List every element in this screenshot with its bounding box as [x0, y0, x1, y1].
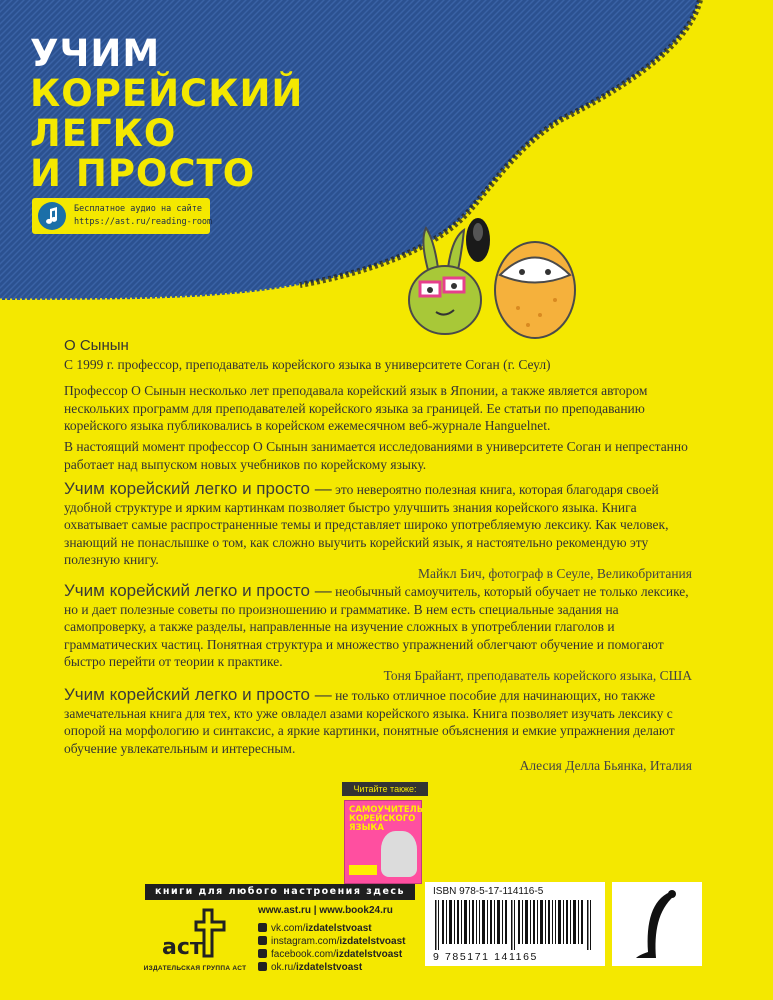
review-2-heading: Учим корейский легко и просто — [64, 581, 332, 600]
isbn: ISBN 978-5-17-114116-5 [433, 886, 544, 897]
title-line-2: КОРЕЙСКИЙ [30, 72, 304, 115]
vk-icon [258, 923, 267, 932]
social-instagram[interactable]: instagram.com/izdatelstvoast [258, 936, 406, 947]
audio-badge [32, 198, 213, 234]
review-3-heading: Учим корейский легко и просто — [64, 685, 332, 704]
title-line-3: ЛЕГКО [30, 112, 177, 155]
barcode-number: 9 785171 141165 [433, 951, 538, 963]
review-1-heading: Учим корейский легко и просто — [64, 479, 332, 498]
social-facebook[interactable]: facebook.com/izdatelstvoast [258, 949, 402, 960]
review-2-attribution: Тоня Брайант, преподаватель корейского языка, США [383, 668, 692, 683]
related-book-title: САМОУЧИТЕЛЬ КОРЕЙСКОГО ЯЗЫКА [349, 805, 424, 833]
title-line-1: УЧИМ [30, 32, 161, 75]
websites[interactable]: www.ast.ru | www.book24.ru [258, 905, 393, 916]
publisher-imprint-icon [612, 882, 702, 966]
also-read-label: Читайте также: [342, 782, 428, 796]
author-name: О Сынын [64, 337, 129, 354]
title-line-4: И ПРОСТО [30, 152, 256, 195]
barcode-block [425, 882, 605, 966]
audio-text: Бесплатное аудио на сайте [74, 204, 202, 214]
publisher-name: ИЗДАТЕЛЬСКАЯ ГРУППА АСТ [143, 965, 247, 972]
review-3-attribution: Алесия Делла Бьянка, Италия [519, 758, 692, 773]
ok-icon [258, 962, 267, 971]
ast-logo-text: аст [162, 935, 203, 960]
related-book-cover [344, 800, 422, 884]
author-paragraph-1: С 1999 г. профессор, преподаватель корейского языка в университете Соган (г. Сеул) [64, 357, 551, 372]
instagram-icon [258, 936, 267, 945]
barcode [433, 900, 597, 950]
author-paragraph-3: В настоящий момент профессор О Сынын занимается исследованиями в университете Соган и непрестанно работает над выпуском новых учебников по корейскому языку. [64, 439, 688, 472]
related-book-photo [381, 831, 417, 877]
review-2 [64, 582, 704, 671]
music-note-icon [38, 202, 66, 230]
review-3-text: не только отличное пособие для начинающих, но также замечательная книга для тех, кто уже овладел азами корейского языка. Книга позволяет изучать лексику с опорой на морфологию и синтаксис, а яркие картинки, понятные объяснения и емкие упражнения делают обучение увлекательным и интересным. [64, 688, 675, 756]
social-vk[interactable]: vk.com/izdatelstvoast [258, 923, 372, 934]
review-1 [64, 480, 704, 569]
review-3 [64, 686, 704, 757]
review-2-text: необычный самоучитель, который обучает не только лексике, но и дает полезные советы по произношению и грамматике. В нем есть специальные задания на самопроверку, а также разделы, направленные на изучение сложных в употреблении глаголов и грамматических частиц. Понятная структура и множество упражнений облегчают обучение и помогают быстро перейти от теории к практике. [64, 584, 689, 669]
related-book-badge [349, 865, 377, 875]
review-1-attribution: Майкл Бич, фотограф в Сеуле, Великобритания [418, 566, 692, 581]
author-paragraph-2: Профессор О Сынын несколько лет преподавала корейский язык в Японии, а также является автором нескольких программ для преподавателей корейского языка за границей. Ее статьи по преподаванию корейского языка публиковались в корейском ежемесячном веб-журнале Hanguelnet. [64, 383, 648, 433]
audio-url: https://ast.ru/reading-room [74, 217, 213, 227]
publisher-mark [612, 882, 702, 966]
review-1-text: это невероятно полезная книга, которая благодаря своей удобной структуре и ярким картинкам позволяет быстро улучшить знания корейского языка. Книга охватывает самые распространенные темы и представляет широко употребляемую лексику. Как человек, знающий не понаслышке о том, как сложно выучить корейский язык, я настоятельно рекомендую эту полезную книгу. [64, 482, 669, 567]
cartoon-characters-illustration [400, 220, 600, 340]
ast-logo [158, 906, 228, 962]
social-ok[interactable]: ok.ru/izdatelstvoast [258, 962, 362, 973]
slogan-bar: книги для любого настроения здесь [145, 884, 415, 900]
facebook-icon [258, 949, 267, 958]
